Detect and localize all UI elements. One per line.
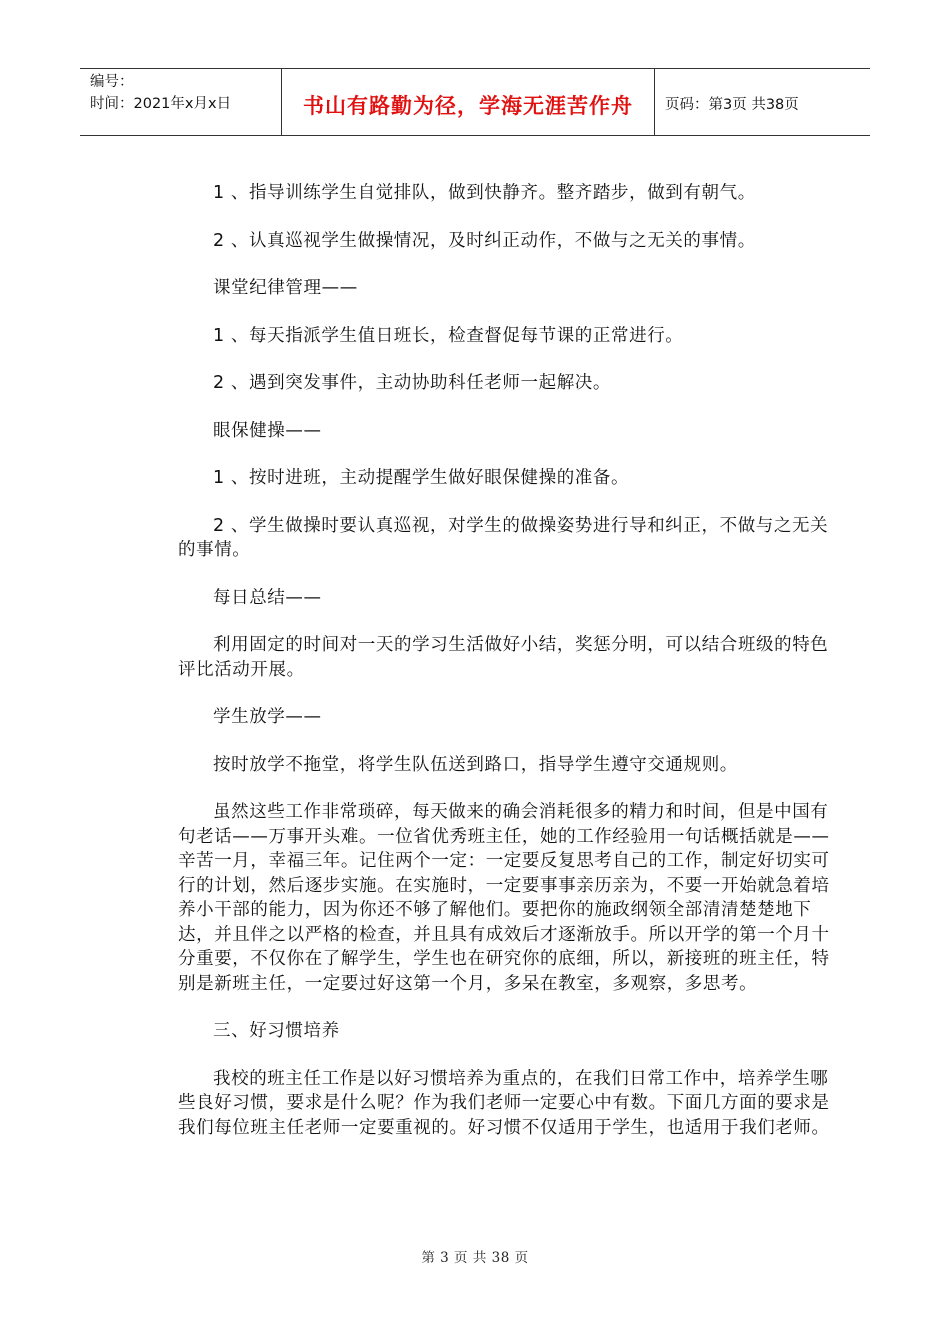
paragraph: 我校的班主任工作是以好习惯培养为重点的，在我们日常工作中，培养学生哪些良好习惯，要求是什么呢？作为我们老师一定要心中有数。下面几方面的要求是我们每位班主任老师一定要重视的。好习惯不仅适用于学生，也适用于我们老师。 [178,1068,830,1138]
paragraph: 1 、指导训练学生自觉排队，做到快静齐。整齐踏步，做到有朝气。 [213,183,756,203]
document-body [178,181,832,1163]
paragraph: 利用固定的时间对一天的学习生活做好小结，奖惩分明，可以结合班级的特色评比活动开展。 [178,635,829,680]
header-motto: 书山有路勤为径，学海无涯苦作舟 [282,69,655,135]
paragraph: 2 、认真巡视学生做操情况，及时纠正动作，不做与之无关的事情。 [213,230,756,251]
section-heading: 每日总结—— [213,587,322,608]
section-heading: 三、好习惯培养 [213,1021,340,1041]
paragraph: 1 、每天指派学生值日班长，检查督促每节课的正常进行。 [213,325,684,346]
section-heading: 课堂纪律管理—— [213,278,358,298]
section-heading: 学生放学—— [213,707,322,727]
document-number-label: 编号： [90,74,134,90]
paragraph: 2 、遇到突发事件，主动协助科任老师一起解决。 [213,373,611,393]
paragraph: 1 、按时进班，主动提醒学生做好眼保健操的准备。 [213,468,630,488]
paragraph: 2 、学生做操时要认真巡视，对学生的做操姿势进行导和纠正，不做与之无关的事情。 [178,515,829,560]
page-header [80,68,870,136]
document-time-label: 时间：2021年x月x日 [90,96,232,112]
paragraph: 按时放学不拖堂，将学生队伍送到路口，指导学生遵守交通规则。 [213,754,738,775]
header-meta [80,69,282,135]
section-heading: 眼保健操—— [213,420,322,441]
page-footer: 第 3 页 共 38 页 [421,1250,529,1266]
paragraph: 虽然这些工作非常琐碎，每天做来的确会消耗很多的精力和时间，但是中国有句老话——万事开头难。一位省优秀班主任，她的工作经验用一句话概括就是——辛苦一月，幸福三年。记住两个一定：一定要反复思考自己的工作，制定好切实可行的计划，然后逐步实施。在实施时，一定要事事亲历亲为，不要一开始就急着培养小干部的能力，因为你还不够了解他们。要把你的施政纲领全部清清楚楚地下达，并且伴之以严格的检查，并且具有成效后才逐渐放手。所以开学的第一个月十分重要，不仅你在了解学生，学生也在研究你的底细，所以，新接班的班主任，特别是新班主任，一定要过好这第一个月，多呆在教室，多观察，多思考。 [178,802,830,994]
header-page-code: 页码：第3页 共38页 [665,96,799,113]
